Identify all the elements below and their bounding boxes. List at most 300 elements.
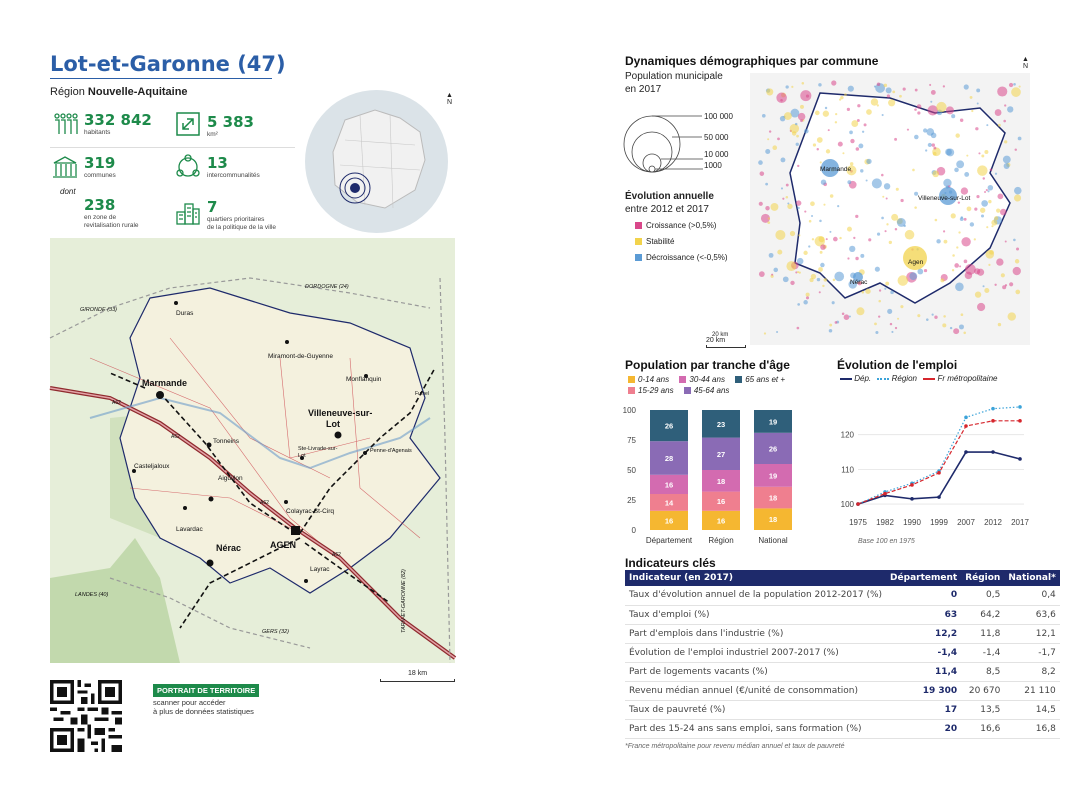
region-prefix: Région <box>50 86 85 98</box>
commune-bubble <box>833 279 836 282</box>
emp-legend-region: Région <box>891 374 917 383</box>
commune-bubble <box>850 139 854 143</box>
commune-bubble <box>1018 137 1022 141</box>
commune-bubble <box>958 231 960 233</box>
age-legend-30-44 <box>679 374 725 385</box>
commune-bubble <box>975 291 981 297</box>
emp-legend-dep: Dép. <box>854 374 872 383</box>
commune-bubble <box>977 102 979 104</box>
commune-bubble <box>828 129 830 131</box>
commune-bubble <box>1014 187 1022 195</box>
age-legend-swatch-65 <box>735 376 742 383</box>
commune-bubble <box>842 152 844 154</box>
table-header-row <box>625 570 1060 586</box>
commune-bubble <box>959 265 961 267</box>
pop-label-2: en 2017 <box>625 84 662 95</box>
cell-national: 0,4 <box>1004 586 1059 605</box>
commune-bubble <box>931 133 937 139</box>
commune-bubble <box>897 318 899 320</box>
commune-bubble <box>853 237 855 239</box>
age-y-tick: 100 <box>622 406 636 415</box>
commune-bubble <box>991 225 993 227</box>
commune-bubble <box>996 258 1003 265</box>
commune-bubble <box>975 127 978 130</box>
dyn-scale-bar <box>706 345 746 348</box>
north-arrow-left <box>446 92 453 106</box>
commune-bubble <box>819 236 825 242</box>
area-icon <box>175 111 201 137</box>
commune-bubble <box>964 172 969 177</box>
commune-bubble <box>787 204 792 209</box>
cell-region: 8,5 <box>961 662 1004 681</box>
map-label-agen: AGEN <box>270 540 297 550</box>
map-road-label-a62-3: A62 <box>260 500 269 506</box>
commune-bubble <box>877 82 881 86</box>
evo-item-decline <box>635 251 728 264</box>
cell-national: 16,8 <box>1004 719 1059 738</box>
commune-bubble <box>951 114 955 118</box>
commune-bubble <box>762 114 766 118</box>
department-map <box>50 238 455 663</box>
employment-chart-legend <box>840 374 997 383</box>
commune-bubble <box>994 284 996 286</box>
commune-bubble <box>970 96 973 99</box>
commune-bubble <box>777 138 780 141</box>
commune-bubble <box>881 217 884 220</box>
dyn-scale-label: 20 km <box>712 332 729 338</box>
age-bar-value: 27 <box>716 449 726 459</box>
commune-bubble <box>767 221 770 224</box>
commune-bubble <box>940 278 944 282</box>
commune-bubble <box>786 261 796 271</box>
commune-bubble <box>924 269 927 272</box>
commune-bubble <box>961 187 968 194</box>
cell-national: 8,2 <box>1004 662 1059 681</box>
commune-bubble <box>851 120 858 127</box>
commune-bubble <box>812 238 814 240</box>
commune-bubble <box>879 289 881 291</box>
commune-bubble <box>815 111 820 116</box>
commune-bubble <box>847 180 851 184</box>
commune-bubble <box>769 253 774 258</box>
cell-indicator: Part d'emplois dans l'industrie (%) <box>625 624 886 643</box>
commune-bubble <box>877 104 879 106</box>
stable-swatch <box>635 238 642 245</box>
emp-point <box>937 471 941 475</box>
employment-chart-title: Évolution de l'emploi <box>837 358 958 372</box>
commune-bubble <box>964 260 968 264</box>
commune-bubble <box>817 278 820 281</box>
commune-bubble <box>776 93 787 104</box>
age-y-tick: 0 <box>631 526 636 535</box>
evolution-legend <box>625 190 728 264</box>
commune-bubble <box>786 184 789 187</box>
table-row <box>625 662 1060 681</box>
circle-label-50000: 50 000 <box>704 133 729 142</box>
commune-bubble <box>866 109 872 115</box>
commune-bubble <box>798 113 805 120</box>
commune-bubble <box>935 219 938 222</box>
commune-bubble <box>956 246 958 248</box>
table-row <box>625 643 1060 662</box>
circle-label-1000: 1000 <box>704 161 722 170</box>
commune-bubble <box>860 254 864 258</box>
commune-bubble <box>820 263 825 268</box>
commune-bubble <box>1013 267 1021 275</box>
commune-bubble <box>900 199 903 202</box>
portrait-badge: PORTRAIT DE TERRITOIRE <box>153 684 259 697</box>
commune-bubble <box>798 234 800 236</box>
commune-bubble <box>1000 209 1007 216</box>
commune-bubble <box>818 267 823 272</box>
commune-bubble <box>817 148 819 150</box>
commune-bubble <box>976 195 979 198</box>
scale-label: 18 km <box>407 670 428 677</box>
age-y-tick: 25 <box>627 496 636 505</box>
table-row <box>625 624 1060 643</box>
map-label-fumel: Fumel <box>415 391 429 397</box>
commune-bubble <box>872 178 882 188</box>
commune-bubble <box>944 240 948 244</box>
table-row <box>625 586 1060 605</box>
commune-bubble <box>795 123 797 125</box>
communes-value: 319 <box>84 154 116 172</box>
age-legend-swatch-15-29 <box>628 387 635 394</box>
commune-bubble <box>858 143 863 148</box>
commune-bubble <box>790 231 795 236</box>
commune-bubble <box>1003 120 1006 123</box>
cell-region: 11,8 <box>961 624 1004 643</box>
commune-bubble <box>835 113 837 115</box>
commune-bubble <box>986 226 988 228</box>
bubble-agen <box>903 246 927 270</box>
commune-bubble <box>970 222 974 226</box>
zrr-label-2: revitalisation rurale <box>84 222 139 229</box>
evo-item-stable <box>635 235 728 248</box>
map-label-marmande: Marmande <box>142 378 188 388</box>
commune-bubble <box>1019 86 1021 88</box>
commune-bubble <box>866 159 871 164</box>
commune-bubble <box>769 130 771 132</box>
commune-bubble <box>909 272 917 280</box>
commune-bubble <box>1009 83 1013 87</box>
commune-bubble <box>819 220 822 223</box>
commune-bubble <box>980 208 985 213</box>
commune-bubble <box>952 254 955 257</box>
map-road-label-a62-4: A62 <box>332 552 341 558</box>
commune-bubble <box>955 133 959 137</box>
commune-bubble <box>820 244 826 250</box>
age-bar-value: 23 <box>716 419 726 429</box>
communes-label: communes <box>84 172 116 179</box>
commune-bubble <box>849 316 851 318</box>
commune-bubble <box>820 161 822 163</box>
population-label: habitants <box>84 129 111 136</box>
emp-legend-line-dep <box>840 378 852 380</box>
commune-bubble <box>800 119 803 122</box>
commune-bubble <box>917 111 920 114</box>
age-x-label: Département <box>645 536 693 545</box>
age-x-label: National <box>758 536 788 545</box>
commune-bubble <box>967 206 972 211</box>
kpi-divider <box>50 147 295 148</box>
zrr-label-1: en zone de <box>84 214 117 221</box>
cell-departement: 11,4 <box>886 662 961 681</box>
map-road-label-a62-2: A62 <box>171 434 180 440</box>
decline-swatch <box>635 254 642 261</box>
dyn-label-villeneuve: Villeneuve-sur-Lot <box>918 195 971 202</box>
commune-bubble <box>995 173 997 175</box>
commune-bubble <box>1015 290 1020 295</box>
commune-bubble <box>896 188 899 191</box>
commune-bubble <box>943 230 945 232</box>
cell-region: 20 670 <box>961 681 1004 700</box>
emp-series-line <box>858 407 1020 504</box>
emp-point <box>883 492 887 496</box>
commune-bubble <box>1004 140 1007 143</box>
commune-bubble <box>802 82 805 85</box>
commune-bubble <box>997 86 1007 96</box>
map-label-tarn: TARN-ET-GARONNE (82) <box>401 569 407 633</box>
commune-bubble <box>886 223 888 225</box>
emp-x-tick: 2007 <box>957 518 975 527</box>
commune-bubble <box>784 112 792 120</box>
commune-bubble <box>995 109 1002 116</box>
commune-bubble <box>825 107 827 109</box>
emp-point <box>991 407 995 411</box>
map-label-gers: GERS (32) <box>262 629 289 635</box>
commune-bubble <box>954 168 959 173</box>
map-label-duras: Duras <box>176 310 194 317</box>
commune-bubble <box>796 200 801 205</box>
map-label-colayrac: Colayrac-St-Cirq <box>286 508 335 515</box>
commune-bubble <box>838 142 843 147</box>
commune-bubble <box>874 322 877 325</box>
commune-bubble <box>822 285 824 287</box>
commune-bubble <box>917 314 920 317</box>
age-y-tick: 75 <box>627 436 636 445</box>
emp-x-tick: 2017 <box>1011 518 1029 527</box>
commune-bubble <box>874 85 876 87</box>
commune-bubble <box>925 149 927 151</box>
map-label-aiguillon: Aiguillon <box>218 475 243 482</box>
commune-bubble <box>981 200 988 207</box>
commune-bubble <box>905 230 915 240</box>
commune-bubble <box>966 267 968 269</box>
age-legend-swatch-45-64 <box>684 387 691 394</box>
commune-bubble <box>765 206 769 210</box>
commune-bubble <box>933 147 936 150</box>
commune-bubble <box>950 327 952 329</box>
age-chart-title: Population par tranche d'âge <box>625 358 790 372</box>
emp-base-note: Base 100 en 1975 <box>858 538 915 545</box>
commune-bubble <box>765 183 768 186</box>
cell-region: 0,5 <box>961 586 1004 605</box>
cell-region: 13,5 <box>961 700 1004 719</box>
commune-bubble <box>786 85 789 88</box>
dyn-scale <box>706 337 746 348</box>
commune-bubble <box>934 316 937 319</box>
circle-label-10000: 10 000 <box>704 150 729 159</box>
cell-departement: 17 <box>886 700 961 719</box>
commune-bubble <box>817 137 823 143</box>
commune-bubble <box>849 131 853 135</box>
emp-y-tick: 100 <box>840 500 854 510</box>
table-row <box>625 605 1060 624</box>
commune-bubble <box>882 196 884 198</box>
commune-bubble <box>847 257 849 259</box>
commune-bubble <box>932 313 934 315</box>
evo-label-stable: Stabilité <box>646 237 675 246</box>
commune-bubble <box>923 128 927 132</box>
commune-bubble <box>865 289 870 294</box>
commune-bubble <box>981 154 984 157</box>
map-label-ste-livrade-1: Ste-Livrade-sur- <box>298 446 338 452</box>
commune-bubble <box>900 305 903 308</box>
commune-bubble <box>860 169 863 172</box>
commune-bubble <box>987 190 989 192</box>
cell-indicator: Taux d'emploi (%) <box>625 605 886 624</box>
evo-label-growth: Croissance (>0,5%) <box>646 221 717 230</box>
commune-bubble <box>826 238 828 240</box>
north-arrow-right <box>1022 56 1029 70</box>
commune-bubble <box>887 94 890 97</box>
qr-code[interactable] <box>50 680 122 752</box>
commune-bubble <box>961 237 970 246</box>
commune-bubble <box>771 274 773 276</box>
commune-bubble <box>792 131 796 135</box>
age-y-tick: 50 <box>627 466 636 475</box>
age-legend-label-15-29: 15-29 ans <box>638 386 674 395</box>
commune-bubble <box>974 238 976 240</box>
emp-x-tick: 2012 <box>984 518 1002 527</box>
commune-bubble <box>930 101 932 103</box>
cell-indicator: Taux d'évolution annuel de la population 2012-2017 (%) <box>625 586 886 605</box>
age-stacked-bar-chart <box>620 400 835 555</box>
commune-bubble <box>775 230 785 240</box>
emp-point <box>910 483 914 487</box>
age-bar-value: 28 <box>664 454 674 463</box>
age-x-label: Région <box>708 536 734 545</box>
commune-bubble <box>776 331 778 333</box>
cell-indicator: Part de logements vacants (%) <box>625 662 886 681</box>
age-legend-0-14 <box>628 374 669 385</box>
cell-region: -1,4 <box>961 643 1004 662</box>
commune-bubble <box>978 152 980 154</box>
commune-bubble <box>888 99 895 106</box>
commune-bubble <box>936 239 940 243</box>
commune-bubble <box>848 86 854 92</box>
commune-bubble <box>953 328 959 334</box>
evo-label-1: Évolution annuelle <box>625 191 714 202</box>
commune-bubble <box>781 157 786 162</box>
cell-national: 21 110 <box>1004 681 1059 700</box>
col-departement: Département <box>886 570 961 586</box>
locator-globe <box>305 90 448 233</box>
area-label: km² <box>207 131 218 138</box>
commune-bubble <box>974 208 977 211</box>
emp-point <box>964 450 968 454</box>
commune-bubble <box>959 324 964 329</box>
commune-bubble <box>907 129 909 131</box>
commune-bubble <box>977 165 987 175</box>
commune-bubble <box>861 291 864 294</box>
town-hall-icon <box>52 154 78 180</box>
commune-bubble <box>797 327 800 330</box>
commune-bubble <box>813 143 816 146</box>
commune-bubble <box>932 143 935 146</box>
commune-bubble <box>881 174 884 177</box>
emp-point <box>910 497 914 501</box>
age-bar-value: 18 <box>768 515 778 525</box>
commune-bubble <box>885 230 887 232</box>
commune-bubble <box>890 323 892 325</box>
commune-bubble <box>983 177 985 179</box>
emp-point <box>937 495 941 499</box>
population-legend-title <box>625 70 723 96</box>
age-legend-15-29 <box>628 385 674 396</box>
age-bar-value: 19 <box>768 471 778 481</box>
commune-bubble <box>1002 285 1006 289</box>
commune-bubble <box>804 211 806 213</box>
dynamics-title: Dynamiques démographiques par commune <box>625 54 879 68</box>
commune-bubble <box>764 332 766 334</box>
commune-bubble <box>890 291 894 295</box>
age-bar-value: 14 <box>664 498 674 508</box>
commune-bubble <box>759 202 763 206</box>
age-legend-label-30-44: 30-44 ans <box>689 375 725 384</box>
age-bar-value: 16 <box>716 497 726 507</box>
commune-bubble <box>966 155 968 157</box>
age-legend-65 <box>735 374 785 385</box>
commune-bubble <box>955 283 964 292</box>
table-row <box>625 719 1060 738</box>
commune-bubble <box>984 191 986 193</box>
commune-bubble <box>943 85 945 87</box>
commune-bubble <box>892 91 895 94</box>
commune-bubble <box>998 323 1001 326</box>
commune-bubble <box>914 135 919 140</box>
map-label-landes: LANDES (40) <box>75 592 109 598</box>
commune-bubble <box>821 179 826 184</box>
north-arrow-icon: ▲ <box>446 92 453 99</box>
commune-bubble <box>866 179 868 181</box>
commune-bubble <box>840 96 843 99</box>
commune-bubble <box>857 104 860 107</box>
commune-bubble <box>783 276 789 282</box>
commune-bubble <box>885 282 889 286</box>
growth-swatch <box>635 222 642 229</box>
commune-bubble <box>988 185 993 190</box>
buildings-icon <box>175 200 201 226</box>
cell-indicator: Évolution de l'emploi industriel 2007-2017 (%) <box>625 643 886 662</box>
indicators-title: Indicateurs clés <box>625 556 716 570</box>
commune-bubble <box>803 300 807 304</box>
map-label-penne: Penne-d'Agenais <box>370 448 412 454</box>
commune-bubble <box>887 309 892 314</box>
north-arrow-icon: ▲ <box>1022 56 1029 63</box>
commune-bubble <box>847 108 850 111</box>
commune-bubble <box>1014 194 1021 201</box>
commune-bubble <box>829 231 831 233</box>
commune-bubble <box>864 123 867 126</box>
evo-label-decline: Décroissance (<-0,5%) <box>646 253 728 262</box>
area-value: 5 383 <box>207 113 254 131</box>
commune-bubble <box>985 250 994 259</box>
commune-bubble <box>875 331 878 334</box>
commune-bubble <box>758 160 763 165</box>
commune-bubble <box>1009 282 1013 286</box>
